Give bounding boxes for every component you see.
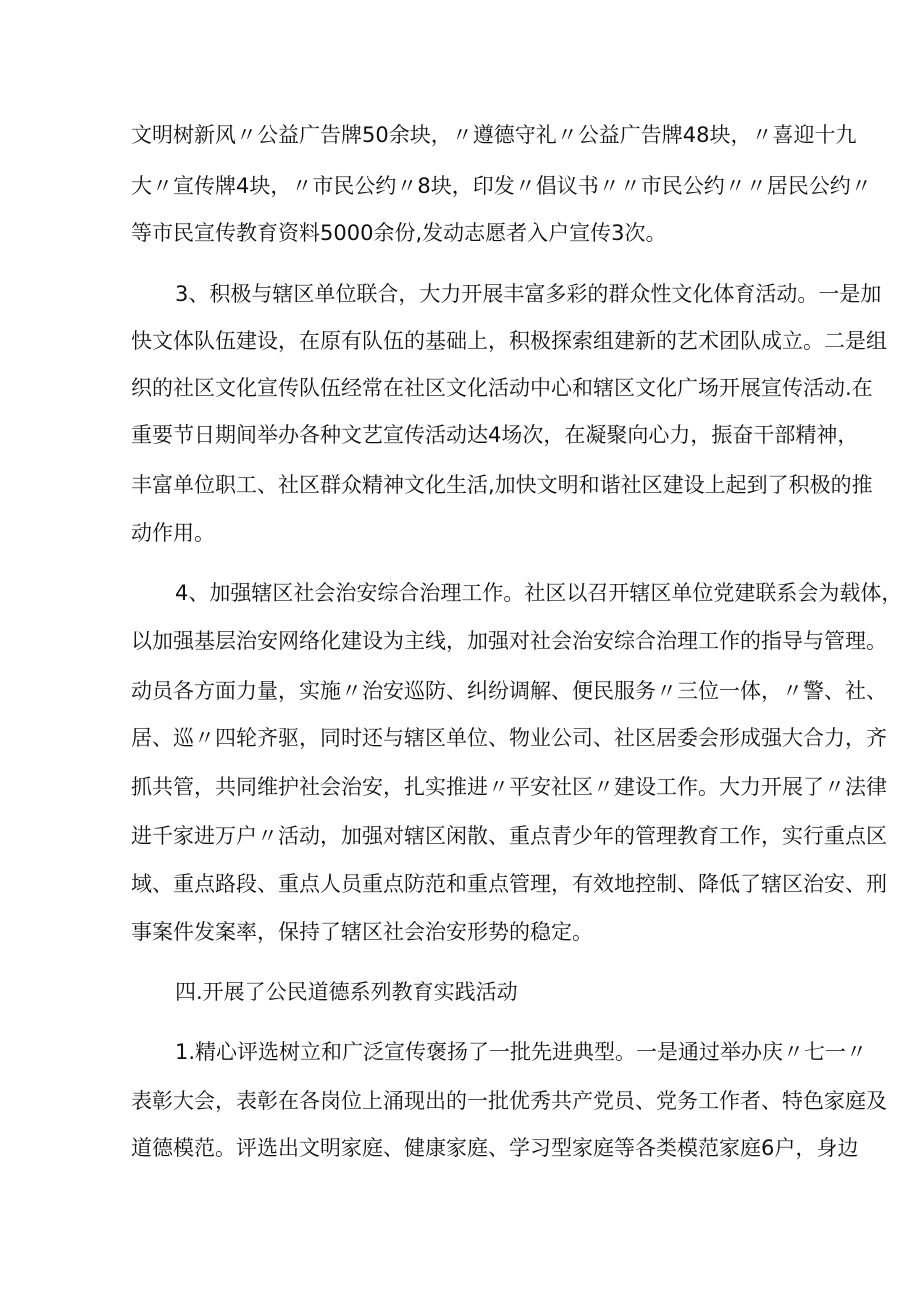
text-line: 动作用。	[131, 521, 215, 545]
text-line: 道德模范。评选出文明家庭、健康家庭、学习型家庭等各类模范家庭6户，身边	[131, 1136, 859, 1160]
text-line: 快文体队伍建设，在原有队伍的基础上，积极探索组建新的艺术团队成立。二是组	[131, 329, 887, 353]
text-line: 表彰大会，表彰在各岗位上涌现出的一批优秀共产党员、党务工作者、特色家庭及	[131, 1089, 887, 1113]
text-line: 居、巡〃四轮齐驱，同时还与辖区单位、物业公司、社区居委会形成强大合力，齐	[131, 726, 887, 750]
text-line: 丰富单位职工、社区群众精神文化生活,加快文明和谐社区建设上起到了积极的推	[131, 473, 873, 497]
text-line: 大〃宣传牌4块，〃市民公约〃8块，印发〃倡议书〃〃市民公约〃〃居民公约〃	[131, 174, 872, 198]
text-line: 1.精心评选树立和广泛宣传褒扬了一批先进典型。一是通过举办庆〃七一〃	[175, 1040, 868, 1064]
text-line: 4、加强辖区社会治安综合治理工作。社区以召开辖区单位党建联系会为载体，	[175, 581, 903, 605]
text-line: 织的社区文化宣传队伍经常在社区文化活动中心和辖区文化广场开展宣传活动.在	[131, 376, 873, 400]
text-line: 抓共管，共同维护社会治安，扎实推进〃平安社区〃建设工作。大力开展了〃法律	[131, 775, 887, 799]
section-heading: 四.开展了公民道德系列教育实践活动	[175, 980, 518, 1004]
text-line: 进千家进万户〃活动，加强对辖区闲散、重点青少年的管理教育工作，实行重点区	[131, 824, 887, 848]
text-line: 文明树新风〃公益广告牌50余块，〃遵德守礼〃公益广告牌48块，〃喜迎十九	[131, 123, 857, 147]
text-line: 3、积极与辖区单位联合，大力开展丰富多彩的群众性文化体育活动。一是加	[175, 282, 882, 306]
text-line: 域、重点路段、重点人员重点防范和重点管理，有效地控制、降低了辖区治安、刑	[131, 872, 887, 896]
text-line: 等市民宣传教育资料5000余份,发动志愿者入户宣传3次。	[131, 221, 667, 245]
text-line: 以加强基层治安网络化建设为主线，加强对社会治安综合治理工作的指导与管理。	[131, 629, 887, 653]
text-line: 事案件发案率，保持了辖区社会治安形势的稳定。	[131, 920, 593, 944]
text-line: 动员各方面力量，实施〃治安巡防、纠纷调解、便民服务〃三位一体，〃警、社、	[131, 679, 887, 703]
text-line: 重要节日期间举办各种文艺宣传活动达4场次，在凝聚向心力，振奋干部精神，	[131, 423, 859, 447]
